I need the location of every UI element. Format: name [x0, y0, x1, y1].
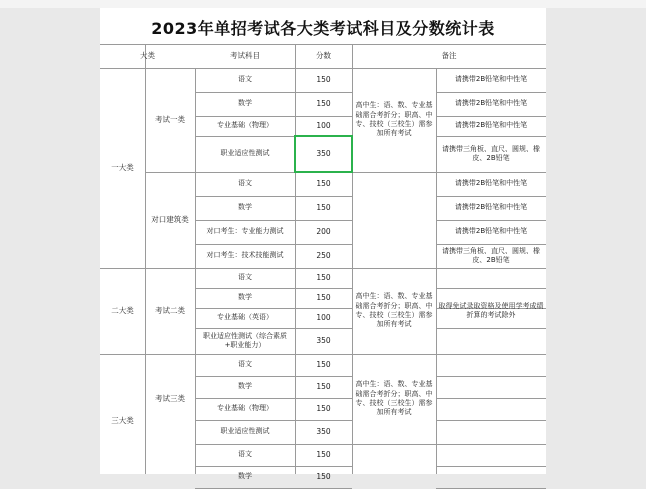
- header-subject: 考试科目: [230, 50, 260, 60]
- subject-cell: 职业适应性测试: [220, 427, 270, 436]
- note-divider: [352, 444, 436, 445]
- header-score: 分数: [316, 50, 331, 60]
- selected-cell-highlight: [294, 135, 353, 173]
- score-cell: 150: [316, 403, 331, 413]
- subject-cell: 数学: [238, 293, 252, 302]
- note-cell: 请携带2B铅笔和中性笔: [454, 121, 528, 130]
- group-2: 对口建筑类: [151, 214, 189, 224]
- subject-cell: 职业适应性测试（综合素质+职业能力）: [203, 331, 287, 349]
- score-cell: 100: [316, 120, 331, 130]
- subject-cell: 语文: [238, 75, 252, 84]
- score-cell: 150: [316, 178, 331, 188]
- subject-cell: 数学: [238, 472, 252, 481]
- document-title: 2023年单招考试各大类考试科目及分数统计表: [151, 19, 495, 38]
- score-cell: 250: [316, 250, 331, 260]
- subject-cell: 专业基础（英语）: [217, 313, 273, 322]
- note-cell: 请携带三角板、直尺、圆规、橡皮、2B铅笔: [442, 246, 540, 264]
- note-cell: 请携带三角板、直尺、圆规、橡皮、2B铅笔: [442, 144, 540, 162]
- row-divider: [436, 398, 546, 399]
- score-cell: 150: [316, 202, 331, 212]
- note-cell: 请携带2B铅笔和中性笔: [454, 75, 528, 84]
- exam-note-1: 高中生：语、数、专业基础需合考折分；职高、中专、技校（三校生）需参加所有考试: [355, 101, 433, 138]
- exam-note-3: 高中生：语、数、专业基础需合考折分；职高、中专、技校（三校生）需参加所有考试: [355, 380, 433, 417]
- subject-cell: 语文: [238, 450, 252, 459]
- score-cell: 150: [316, 449, 331, 459]
- row-divider: [436, 444, 546, 445]
- row-divider: [436, 466, 546, 467]
- subject-cell: 对口考生：专业能力测试: [206, 227, 284, 236]
- score-cell: 150: [316, 98, 331, 108]
- document-sheet: [100, 8, 546, 481]
- note-cell: 请携带2B铅笔和中性笔: [454, 179, 528, 188]
- category-1: 一大类: [111, 162, 134, 172]
- row-divider: [436, 376, 546, 377]
- subject-cell: 数学: [238, 382, 252, 391]
- note-cell: 请携带2B铅笔和中性笔: [454, 99, 528, 108]
- subject-cell: 语文: [238, 179, 252, 188]
- score-cell: 350: [316, 426, 331, 436]
- score-cell: 150: [316, 292, 331, 302]
- row-divider: [436, 420, 546, 421]
- score-cell: 350: [316, 335, 331, 345]
- subject-cell: 数学: [238, 203, 252, 212]
- score-cell: 200: [316, 226, 331, 236]
- subject-cell: 数学: [238, 99, 252, 108]
- group-3: 考试二类: [155, 305, 185, 315]
- note-cell: 请携带2B铅笔和中性笔: [454, 203, 528, 212]
- exam-note-2: 高中生：语、数、专业基础需合考折分；职高、中专、技校（三校生）需参加所有考试: [355, 292, 433, 329]
- subject-cell: 语文: [238, 360, 252, 369]
- subject-cell: 专业基础（物理）: [217, 404, 273, 413]
- score-cell: 150: [316, 74, 331, 84]
- exemption-note: 取得免试录取资格及使用学考成绩折算的考试除外: [438, 301, 544, 319]
- score-cell: 100: [316, 312, 331, 322]
- group-4: 考试三类: [155, 393, 185, 403]
- score-cell: 150: [316, 381, 331, 391]
- score-table: [100, 8, 546, 481]
- subject-cell: 语文: [238, 273, 252, 282]
- header-category: 大类: [140, 50, 155, 60]
- score-cell: 150: [316, 359, 331, 369]
- score-cell: 150: [316, 272, 331, 282]
- group-1: 考试一类: [155, 114, 185, 124]
- subject-cell: 职业适应性测试: [220, 149, 270, 158]
- header-note: 备注: [441, 50, 457, 60]
- note-cell: 请携带2B铅笔和中性笔: [454, 227, 528, 236]
- category-3: 三大类: [111, 415, 134, 425]
- score-cell: 150: [316, 471, 331, 481]
- top-bar: [0, 0, 646, 8]
- category-2: 二大类: [111, 305, 134, 315]
- note-divider: [352, 172, 436, 173]
- subject-cell: 对口考生：技术技能测试: [206, 251, 284, 260]
- subject-cell: 专业基础（物理）: [217, 121, 273, 130]
- score-cell: 350: [316, 148, 331, 158]
